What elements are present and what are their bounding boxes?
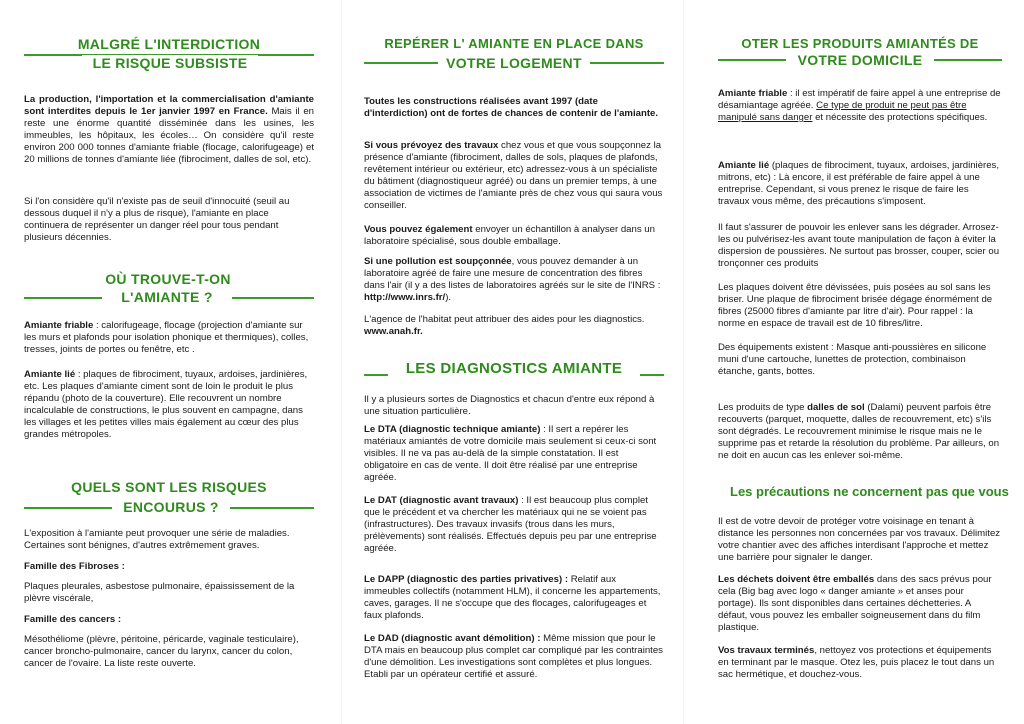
paragraph: Amiante friable : il est impératif de faire appel à une entreprise de désamiantage agréée. Ce type de produit ne peut pas être manipulé sans danger et nécessite des protections spécifiques. [718,88,1001,123]
heading-risque-subsiste: LE RISQUE SUBSISTE [82,55,258,71]
heading-oter-produits: OTER LES PRODUITS AMIANTÉS DE [718,36,1002,52]
paragraph: L'agence de l'habitat peut attribuer des aides pour les diagnostics. www.anah.fr. [364,314,645,337]
fold-line-2 [683,0,684,724]
heading-votre-domicile: VOTRE DOMICILE [786,52,934,68]
paragraph: Amiante lié (plaques de fibrociment, tuyaux, ardoises, jardinières, mitrons, etc) : Là encore, il est préférable de faire appel à une entreprise. Cependant, si vous prenez le risque de faire les travaux vous même, des précautions s'imposent. [718,160,1000,207]
paragraph: La production, l'importation et la commercialisation d'amiante sont interdites depuis le 1er janvier 1997 en France. Mais il en reste une énorme quantité disséminée dans les usines, les immeubles, les hôpitaux, les écoles… On considère qu'il reste environ 200 000 tonnes d'amiante friable (flocage, calorifugeage) et 20 millions de tonnes d'amiante liée (fibrociment, dalles de sol, etc). [24,94,314,165]
paragraph: Le DAT (diagnostic avant travaux) : Il est beaucoup plus complet que le précédent et va chercher les matériaux qui ne se voient pas (infrastructures). Des travaux invasifs (trous dans les murs, prélèvements) sont réalisés. Effectués depuis peu par une entreprise agréée. [364,495,657,554]
paragraph: Les produits de type dalles de sol (Dalami) peuvent parfois être recouverts (parquet, moquette, dalles de recouvrement, etc) s'ils sont dégradés. Le recouvrement minimise le risque mais ne le supprime pas et retarde la résolution du problème. Par ailleurs, on ne doit en aucun cas les enlever soi-même. [718,402,1000,461]
paragraph: Si une pollution est soupçonnée, vous pouvez demander à un laboratoire agréé de faire une mesure de concentration des fibres dans l'air (il y a des listes de laboratoires agréés sur le site de l'INRS : http://www.inrs.fr/). [364,256,661,303]
paragraph: Il faut s'assurer de pouvoir les enlever sans les dégrader. Arrosez- les ou pulvérisez-les avant toute manipulation de façon à éviter la dispersion de poussières. Ne surtout pas brosser, couper, scier ou tronçonner ces produits [718,222,1000,269]
paragraph: Amiante friable : calorifugeage, flocage (projection d'amiante sur les murs et plafonds pour isolation phonique et thermiques), colles, tresses, joints de portes ou fenêtre, etc . [24,320,309,355]
paragraph: Il est de votre devoir de protéger votre voisinage en tenant à distance les personnes non concernées par vos travaux. Délimitez votre chantier avec des affiches interdisant l'approche et mettez une barrière pour signaler le danger. [718,516,1001,563]
paragraph: Les déchets doivent être emballés dans des sacs prévus pour cela (Big bag avec logo « danger amiante » et anses pour portage). Ils sont disponibles dans certaines déchetteries. A défaut, vous pouvez les emballer soigneusement dans du film plastique. [718,574,992,633]
paragraph: Le DAD (diagnostic avant démolition) : Même mission que pour le DTA mais en beaucoup plus complet car compliqué par les contraintes d'une démolition. Les investigations sont complètes et plus longues. Etabli par un opérateur certifié et assuré. [364,633,663,680]
heading-votre-logement: VOTRE LOGEMENT [438,55,590,71]
paragraph: Les plaques doivent être dévissées, puis posées au sol sans les briser. Une plaque de fibrociment brisée dégage énormément de fibres (25000 fibres d'amiante par litre d'air). Pour rappel : la norme en espace de travail est de 10 fibres/litre. [718,282,993,329]
paragraph: Plaques pleurales, asbestose pulmonaire, épaississement de la plèvre viscérale, [24,581,295,604]
heading-quels-risques: QUELS SONT LES RISQUES [57,479,281,495]
heading-encourus: ENCOURUS ? [112,499,230,515]
paragraph: Le DTA (diagnostic technique amiante) : Il sert a repérer les matériaux amiantés de votre domicile mais seulement si ceux-ci sont visibles. Il ne va pas au-delà de la simple constatation. Il est obligatoire en cas de vente. Il doit être réalisé par une entreprise agréée. [364,424,657,483]
paragraph: Amiante lié : plaques de fibrociment, tuyaux, ardoises, jardinières, etc. Les plaques d'amiante ciment sont de loin le produit le plus répandu (photo de la couverture). Elle recouvrent un nombre incalculable de constructions, le plus souvent en campagne, dans les villages et les petites villes mais également au cœur des plus grandes métropoles. [24,369,308,440]
heading-precautions: Les précautions ne concernent pas que vous [730,484,1009,499]
paragraph: Si vous prévoyez des travaux chez vous et que vous soupçonnez la présence d'amiante (fibrociment, dalles de sols, plaques de plafonds, revêtement intérieur ou extérieur, etc) adressez-vous à un spécialiste du bâtiment (diagnostiqueur agréé) ou dans un premier temps, à une association de victimes de l'amiante près de chez vous qui saura vous conseiller. [364,140,663,211]
paragraph: Toutes les constructions réalisées avant 1997 (date d'interdiction) ont de fortes de chances de contenir de l'amiante. [364,96,659,119]
paragraph: L'exposition à l'amiante peut provoquer une série de maladies. Certaines sont bénignes, d'autres extrêmement graves. [24,528,290,551]
paragraph: Il y a plusieurs sortes de Diagnostics et chacun d'entre eux répond à une situation particulière. [364,394,655,417]
inrs-link[interactable]: http://www.inrs.fr/ [364,292,446,303]
paragraph: Des équipements existent : Masque anti-poussières en silicone muni d'une cartouche, lunettes de protection, combinaison étanche, gants, bottes. [718,342,987,377]
heading-reperer-amiante: REPÉRER L' AMIANTE EN PLACE DANS [364,36,664,52]
paragraph: Le DAPP (diagnostic des parties privatives) : Relatif aux immeubles collectifs (notamment HLM), il concerne les appartements, caves, garages. Il ne s'occupe que des flocages, calorifugeages et faux plafonds. [364,574,661,621]
heading-diagnostics: LES DIAGNOSTICS AMIANTE [388,360,640,378]
paragraph: Vous pouvez également envoyer un échantillon à analyser dans un laboratoire spécialisé, sous double emballage. [364,224,655,247]
anah-link[interactable]: www.anah.fr. [364,326,423,337]
paragraph: Vos travaux terminés, nettoyez vos protections et équipements en terminant par le masque. Otez les, puis placez le tout dans un sac hermétique, et douchez-vous. [718,645,995,680]
heading-malgre-interdiction: MALGRÉ L'INTERDICTION [49,36,289,52]
paragraph: Si l'on considère qu'il n'existe pas de seuil d'innocuité (seuil au dessous duquel il n'y a plus de risque), l'amiante en place continuera de représenter un danger réel pour tous pendant plusieurs décennies. [24,196,290,243]
fold-line-1 [341,0,342,724]
heading-ou-trouve: OÙ TROUVE-T-ON [88,271,248,287]
heading-l-amiante: L'AMIANTE ? [102,289,232,305]
subheading: Famille des Fibroses : [24,561,125,572]
paragraph: Mésothéliome (plèvre, péritoine, péricarde, vaginale testiculaire), cancer broncho-pulmonaire, cancer du larynx, cancer du colon, cancer de l'ovaire. La liste reste ouverte. [24,634,299,669]
subheading: Famille des cancers : [24,614,122,625]
